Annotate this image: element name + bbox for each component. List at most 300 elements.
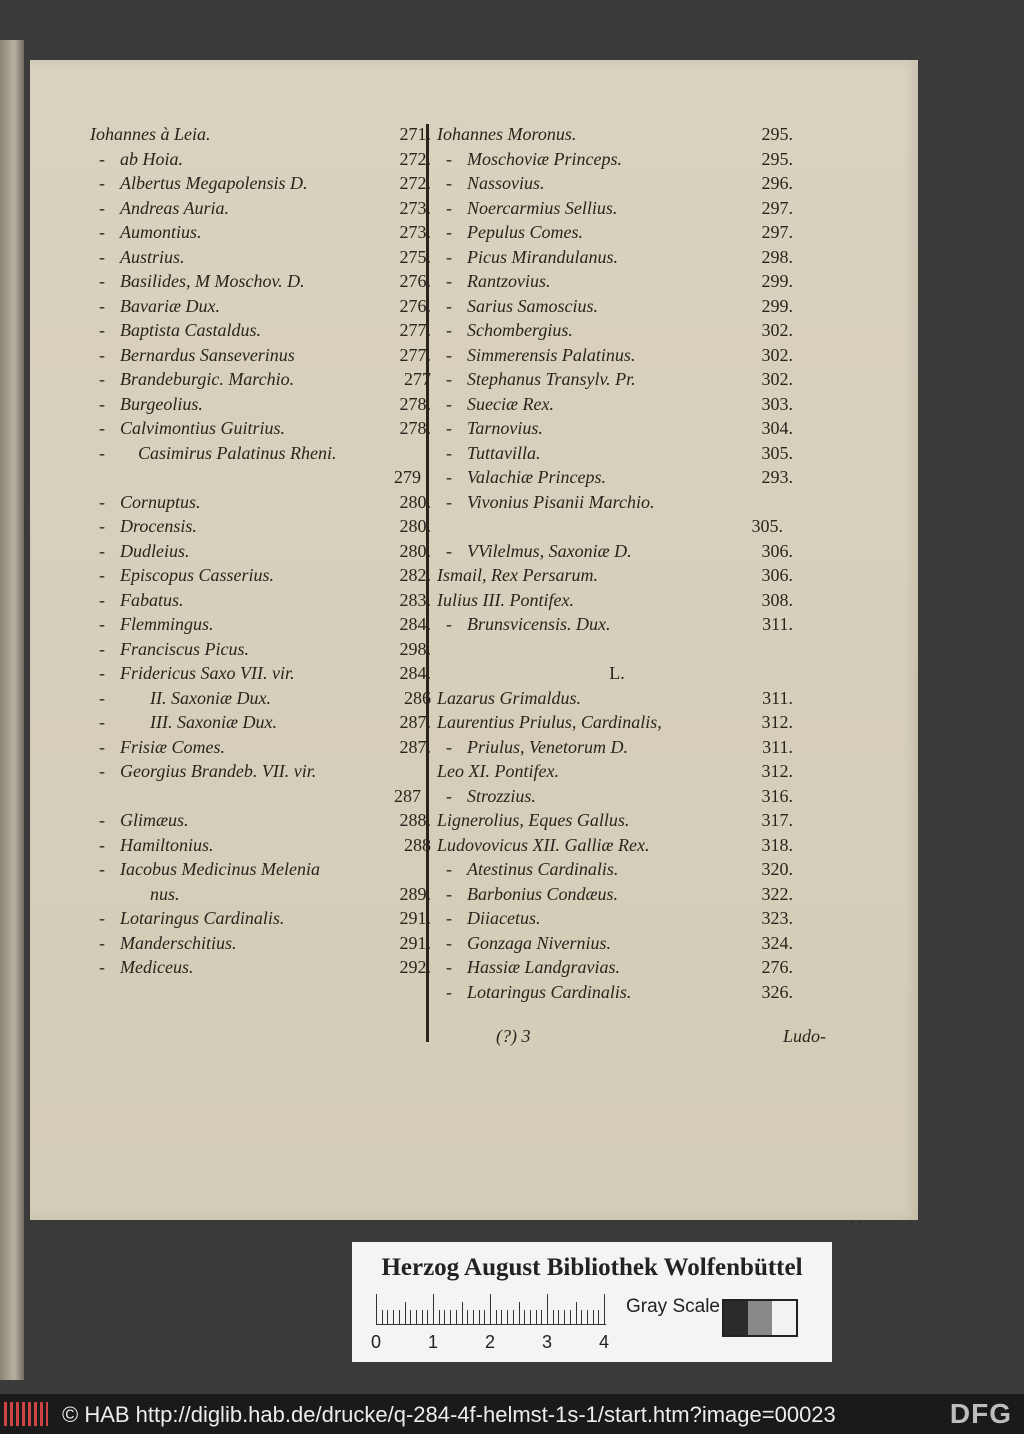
index-entry xyxy=(90,759,435,784)
ruler-tick xyxy=(536,1310,537,1324)
index-entry xyxy=(90,882,435,907)
entry-page-number: 288 xyxy=(404,834,431,855)
index-entry xyxy=(437,759,797,784)
entry-page-number: 273. xyxy=(399,222,431,242)
entry-page-number: 318. xyxy=(761,834,793,855)
entry-page-number: 322. xyxy=(761,883,793,904)
index-entry xyxy=(90,710,435,735)
entry-name: Baptista Castaldus. xyxy=(120,320,262,340)
entry-name: Stephanus Transylv. Pr. xyxy=(467,369,636,389)
entry-dash: - xyxy=(99,442,105,463)
entry-dash: - xyxy=(99,957,105,977)
entry-dash: - xyxy=(446,859,452,879)
entry-page-number: 273. xyxy=(399,197,431,218)
index-entry xyxy=(437,392,797,417)
entry-page-number: 280. xyxy=(399,540,431,561)
entry-name: Iulius III. Pontifex. xyxy=(437,589,574,610)
entry-page-number: 323. xyxy=(761,908,793,928)
entry-page-number: 277 xyxy=(404,369,431,389)
entry-page-number: 287. xyxy=(399,712,431,732)
entry-dash: - xyxy=(99,761,105,781)
index-entry xyxy=(90,784,435,809)
index-entry xyxy=(437,171,797,196)
entry-name: Dudleius. xyxy=(120,540,190,561)
entry-dash: - xyxy=(446,785,452,806)
index-entry xyxy=(90,637,435,662)
index-entry xyxy=(437,367,797,392)
ruler-tick xyxy=(496,1310,497,1324)
ruler-tick xyxy=(604,1294,605,1324)
entry-page-number: 299. xyxy=(761,295,793,316)
index-entry xyxy=(90,514,435,539)
page-marks: . . xyxy=(850,1210,862,1227)
entry-page-number: 306. xyxy=(761,540,793,561)
entry-page-number: 302. xyxy=(761,344,793,365)
entry-dash: - xyxy=(99,565,105,585)
entry-dash: - xyxy=(99,295,105,316)
ruler-tick xyxy=(576,1302,577,1324)
index-entry xyxy=(437,784,797,809)
ruler-tick xyxy=(558,1310,559,1324)
entry-name: Manderschitius. xyxy=(120,932,237,953)
entry-dash: - xyxy=(99,148,105,169)
entry-name: Laurentius Priulus, Cardinalis, xyxy=(437,712,662,732)
index-entry xyxy=(90,220,435,245)
index-entry xyxy=(90,906,435,931)
entry-page-number: 291. xyxy=(399,908,431,928)
entry-name: Cornuptus. xyxy=(120,491,201,512)
entry-dash: - xyxy=(99,712,105,732)
ruler-tick xyxy=(564,1310,565,1324)
ruler-tick xyxy=(439,1310,440,1324)
entry-dash: - xyxy=(99,687,105,708)
ruler-tick xyxy=(462,1302,463,1324)
ruler-tick xyxy=(570,1310,571,1324)
entry-page-number: 302. xyxy=(761,320,793,340)
entry-dash: - xyxy=(446,614,452,634)
entry-name: Calvimontius Guitrius. xyxy=(120,418,286,438)
index-entry xyxy=(437,245,797,270)
entry-page-number: 276. xyxy=(399,271,431,291)
entry-dash: - xyxy=(446,271,452,291)
entry-dash: - xyxy=(99,197,105,218)
ruler-tick xyxy=(410,1310,411,1324)
entry-dash: - xyxy=(446,736,452,757)
index-entry xyxy=(90,612,435,637)
index-entry xyxy=(90,171,435,196)
index-entry xyxy=(437,514,797,539)
entry-name: Nassovius. xyxy=(467,173,545,193)
entry-name: Leo XI. Pontifex. xyxy=(437,761,559,781)
entry-name: Ismail, Rex Persarum. xyxy=(437,565,598,585)
index-entry xyxy=(90,147,435,172)
index-entry xyxy=(90,955,435,980)
index-entry xyxy=(90,490,435,515)
entry-name: Episcopus Casserius. xyxy=(120,565,275,585)
entry-page-number: 311. xyxy=(762,736,793,757)
entry-name: Albertus Megapolensis D. xyxy=(120,173,308,193)
entry-name: Atestinus Cardinalis. xyxy=(467,859,619,879)
ruler-tick xyxy=(433,1294,434,1324)
index-entry xyxy=(90,441,435,466)
entry-name: Brunsvicensis. Dux. xyxy=(467,614,611,634)
entry-dash: - xyxy=(99,222,105,242)
ruler-tick xyxy=(593,1310,594,1324)
entry-name: III. Saxoniæ Dux. xyxy=(150,712,277,732)
entry-page-number: 302. xyxy=(761,369,793,389)
ruler-tick xyxy=(547,1294,548,1324)
entry-dash: - xyxy=(446,197,452,218)
ruler-tick xyxy=(473,1310,474,1324)
ruler-tick xyxy=(553,1310,554,1324)
entry-page-number: 320. xyxy=(761,859,793,879)
entry-page-number: 278. xyxy=(399,393,431,414)
entry-name: Austrius. xyxy=(120,246,185,267)
entry-name: Barbonius Condæus. xyxy=(467,883,619,904)
entry-page-number: 277. xyxy=(399,344,431,365)
entry-page-number: 284. xyxy=(399,614,431,634)
entry-page-number: 316. xyxy=(761,785,793,806)
index-column-right xyxy=(437,122,797,1004)
entry-page-number: 298. xyxy=(399,638,431,659)
entry-page-number: 299. xyxy=(761,271,793,291)
entry-name: L. xyxy=(609,663,625,683)
index-entry xyxy=(90,367,435,392)
entry-name: Noercarmius Sellius. xyxy=(467,197,618,218)
ruler-tick xyxy=(405,1302,406,1324)
entry-name: Bernardus Sanseverinus xyxy=(120,344,295,365)
entry-page-number: 275. xyxy=(399,246,431,267)
index-entry xyxy=(437,588,797,613)
entry-dash: - xyxy=(99,540,105,561)
entry-dash: - xyxy=(446,908,452,928)
entry-dash: - xyxy=(446,540,452,561)
entry-page-number: 292. xyxy=(399,957,431,977)
index-entry xyxy=(437,269,797,294)
entry-dash: - xyxy=(99,491,105,512)
index-entry xyxy=(437,661,797,686)
entry-page-number: 277. xyxy=(399,320,431,340)
entry-name: Burgeolius. xyxy=(120,393,203,414)
entry-page-number: 291. xyxy=(399,932,431,953)
index-entry xyxy=(90,857,435,882)
ruler-tick xyxy=(541,1310,542,1324)
index-entry xyxy=(90,588,435,613)
entry-name: Lignerolius, Eques Gallus. xyxy=(437,810,630,830)
book-edge xyxy=(0,40,24,1380)
index-entry xyxy=(90,269,435,294)
entry-name: Flemmingus. xyxy=(120,614,214,634)
entry-page-number: 304. xyxy=(761,418,793,438)
entry-page-number: 308. xyxy=(761,589,793,610)
entry-dash: - xyxy=(99,859,105,879)
ruler-tick xyxy=(587,1310,588,1324)
ruler-tick xyxy=(393,1310,394,1324)
ruler-tick xyxy=(530,1310,531,1324)
entry-page-number: 287. xyxy=(399,736,431,757)
ruler-tick xyxy=(490,1294,491,1324)
index-entry xyxy=(437,196,797,221)
entry-name: Moschoviæ Princeps. xyxy=(467,148,622,169)
entry-page-number: 284. xyxy=(399,663,431,683)
ruler-tick xyxy=(519,1302,520,1324)
catchword: Ludo- xyxy=(782,1026,826,1046)
entry-name: VVilelmus, Saxoniæ D. xyxy=(467,540,632,561)
entry-name: nus. xyxy=(150,883,180,904)
entry-dash: - xyxy=(99,418,105,438)
index-entry xyxy=(437,318,797,343)
entry-dash: - xyxy=(446,418,452,438)
entry-dash: - xyxy=(446,344,452,365)
entry-page-number: 287 xyxy=(394,785,421,806)
gray-swatch xyxy=(772,1301,796,1335)
entry-dash: - xyxy=(99,614,105,634)
entry-name: Brandeburgic. Marchio. xyxy=(120,369,295,389)
index-entry xyxy=(90,539,435,564)
entry-page-number: 324. xyxy=(761,932,793,953)
entry-name: Frisiæ Comes. xyxy=(120,736,226,757)
entry-page-number: 297. xyxy=(761,222,793,242)
entry-dash: - xyxy=(99,736,105,757)
entry-dash: - xyxy=(446,932,452,953)
entry-page-number: 278. xyxy=(399,418,431,438)
entry-name: Bavariæ Dux. xyxy=(120,295,220,316)
ruler-number: 4 xyxy=(599,1332,610,1352)
entry-page-number: 276. xyxy=(399,295,431,316)
index-column-left xyxy=(90,122,435,980)
entry-name: Georgius Brandeb. VII. vir. xyxy=(120,761,317,781)
entry-page-number: 272. xyxy=(399,173,431,193)
entry-name: Glimæus. xyxy=(120,810,189,830)
ruler-tick xyxy=(507,1310,508,1324)
index-entry xyxy=(437,808,797,833)
entry-page-number: 312. xyxy=(761,712,793,732)
entry-name: Mediceus. xyxy=(120,957,194,977)
entry-dash: - xyxy=(99,908,105,928)
index-entry xyxy=(437,294,797,319)
signature-mark: (?) 3 xyxy=(496,1026,531,1046)
ruler-number: 3 xyxy=(542,1332,553,1352)
index-entry xyxy=(90,661,435,686)
ruler-tick xyxy=(484,1310,485,1324)
entry-dash: - xyxy=(446,393,452,414)
ruler-tick xyxy=(444,1310,445,1324)
index-entry xyxy=(437,637,797,662)
footer-copyright-link[interactable]: © HAB http://diglib.hab.de/drucke/q-284-4f-helmst-1s-1/start.htm?image=00023 xyxy=(62,1402,836,1427)
entry-page-number: 326. xyxy=(761,981,793,1002)
index-entry xyxy=(437,147,797,172)
entry-dash: - xyxy=(99,589,105,610)
gray-swatch xyxy=(724,1301,748,1335)
index-entry xyxy=(90,735,435,760)
entry-name: Tarnovius. xyxy=(467,418,543,438)
index-entry xyxy=(437,441,797,466)
index-entry xyxy=(437,882,797,907)
entry-name: Hamiltonius. xyxy=(120,834,214,855)
entry-dash: - xyxy=(99,516,105,536)
entry-dash: - xyxy=(446,222,452,242)
entry-dash: - xyxy=(99,246,105,267)
entry-page-number: 305. xyxy=(761,442,793,463)
ruler-tick xyxy=(513,1310,514,1324)
entry-page-number: 286 xyxy=(404,687,431,708)
entry-dash: - xyxy=(446,295,452,316)
hab-logo-icon xyxy=(4,1402,48,1426)
entry-name: Iohannes Moronus. xyxy=(437,124,577,144)
entry-dash: - xyxy=(99,663,105,683)
entry-name: Basilides, M Moschov. D. xyxy=(120,271,305,291)
entry-dash: - xyxy=(99,834,105,855)
entry-page-number: 293. xyxy=(761,467,793,487)
entry-dash: - xyxy=(99,810,105,830)
entry-dash: - xyxy=(446,981,452,1002)
index-entry xyxy=(437,735,797,760)
entry-page-number: 289. xyxy=(399,883,431,904)
entry-dash: - xyxy=(99,344,105,365)
ruler-tick xyxy=(581,1310,582,1324)
entry-page-number: 276. xyxy=(761,957,793,977)
entry-dash: - xyxy=(446,883,452,904)
index-entry xyxy=(437,563,797,588)
entry-name: Lazarus Grimaldus. xyxy=(437,687,582,708)
entry-page-number: 283. xyxy=(399,589,431,610)
gray-scale-bar xyxy=(722,1299,798,1337)
index-entry xyxy=(437,906,797,931)
entry-page-number: 305. xyxy=(751,516,783,536)
ruler-number: 2 xyxy=(485,1332,496,1352)
entry-name: Hassiæ Landgravias. xyxy=(467,957,621,977)
index-entry xyxy=(437,931,797,956)
index-entry xyxy=(437,980,797,1005)
entry-page-number: 311. xyxy=(762,687,793,708)
entry-page-number: 303. xyxy=(761,393,793,414)
entry-dash: - xyxy=(99,932,105,953)
index-entry xyxy=(90,931,435,956)
ruler-tick xyxy=(399,1310,400,1324)
index-entry xyxy=(437,612,797,637)
index-entry xyxy=(437,686,797,711)
entry-page-number: 295. xyxy=(761,148,793,169)
entry-page-number: 311. xyxy=(762,614,793,634)
entry-page-number: 288. xyxy=(399,810,431,830)
library-name: Herzog August Bibliothek Wolfenbüttel xyxy=(381,1254,803,1281)
entry-dash: - xyxy=(446,369,452,389)
entry-dash: - xyxy=(446,246,452,267)
ruler-tick xyxy=(382,1310,383,1324)
ruler-tick xyxy=(450,1310,451,1324)
entry-name: Andreas Auria. xyxy=(120,197,230,218)
entry-dash: - xyxy=(446,320,452,340)
entry-name: Sueciæ Rex. xyxy=(467,393,554,414)
entry-name: Iacobus Medicinus Melenia xyxy=(120,859,320,879)
entry-name: Sarius Samoscius. xyxy=(467,295,599,316)
entry-name: Schombergius. xyxy=(467,320,573,340)
entry-page-number: 279 xyxy=(394,467,421,487)
index-entry xyxy=(90,122,435,147)
index-entry xyxy=(90,686,435,711)
ruler-tick xyxy=(598,1310,599,1324)
entry-page-number: 306. xyxy=(761,565,793,585)
index-entry xyxy=(437,955,797,980)
entry-page-number: 296. xyxy=(761,173,793,193)
signature-row xyxy=(496,1026,826,1047)
entry-name: Strozzius. xyxy=(467,785,536,806)
entry-name: Rantzovius. xyxy=(467,271,551,291)
scale-ruler xyxy=(376,1294,606,1325)
entry-name: Fabatus. xyxy=(120,589,184,610)
index-entry xyxy=(437,343,797,368)
index-entry xyxy=(437,857,797,882)
entry-dash: - xyxy=(446,491,452,512)
gray-scale-label: Gray Scale xyxy=(626,1296,720,1317)
footer-bar xyxy=(0,1394,1024,1434)
entry-name: Diiacetus. xyxy=(467,908,541,928)
entry-dash: - xyxy=(446,957,452,977)
index-entry xyxy=(90,833,435,858)
entry-page-number: 282. xyxy=(399,565,431,585)
dfg-logo: DFG xyxy=(949,1398,1012,1429)
ruler-number: 0 xyxy=(371,1332,382,1352)
entry-name: Tuttavilla. xyxy=(467,442,541,463)
ruler-tick xyxy=(416,1310,417,1324)
entry-dash: - xyxy=(99,320,105,340)
entry-name: Franciscus Picus. xyxy=(120,638,249,659)
index-entry xyxy=(437,490,797,515)
index-entry xyxy=(90,343,435,368)
index-entry xyxy=(90,392,435,417)
entry-dash: - xyxy=(99,369,105,389)
ruler-tick xyxy=(376,1294,377,1324)
entry-dash: - xyxy=(99,393,105,414)
entry-name: Drocensis. xyxy=(120,516,197,536)
entry-page-number: 280. xyxy=(399,491,431,512)
ruler-tick xyxy=(467,1310,468,1324)
entry-name: Valachiæ Princeps. xyxy=(467,467,606,487)
ruler-tick xyxy=(427,1310,428,1324)
entry-page-number: 317. xyxy=(761,810,793,830)
entry-page-number: 298. xyxy=(761,246,793,267)
index-entry xyxy=(437,710,797,735)
index-entry xyxy=(437,122,797,147)
entry-page-number: 272. xyxy=(399,148,431,169)
ruler-tick xyxy=(422,1310,423,1324)
ruler-tick xyxy=(479,1310,480,1324)
entry-dash: - xyxy=(99,638,105,659)
entry-page-number: 295. xyxy=(761,124,793,144)
ruler-tick xyxy=(456,1310,457,1324)
ruler-tick xyxy=(524,1310,525,1324)
ruler-tick xyxy=(387,1310,388,1324)
index-entry xyxy=(90,294,435,319)
entry-page-number: 312. xyxy=(761,761,793,781)
entry-dash: - xyxy=(446,467,452,487)
index-entry xyxy=(90,416,435,441)
index-entry xyxy=(437,220,797,245)
entry-dash: - xyxy=(99,271,105,291)
entry-name: Picus Mirandulanus. xyxy=(467,246,618,267)
entry-page-number: 297. xyxy=(761,197,793,218)
entry-name: ab Hoia. xyxy=(120,148,183,169)
entry-name: II. Saxoniæ Dux. xyxy=(150,687,271,708)
index-entry xyxy=(90,465,435,490)
entry-dash: - xyxy=(446,442,452,463)
entry-name: Priulus, Venetorum D. xyxy=(467,736,628,757)
index-entry xyxy=(437,833,797,858)
entry-name: Vivonius Pisanii Marchio. xyxy=(467,491,655,512)
index-entry xyxy=(437,539,797,564)
index-entry xyxy=(90,808,435,833)
entry-name: Lotaringus Cardinalis. xyxy=(120,908,285,928)
